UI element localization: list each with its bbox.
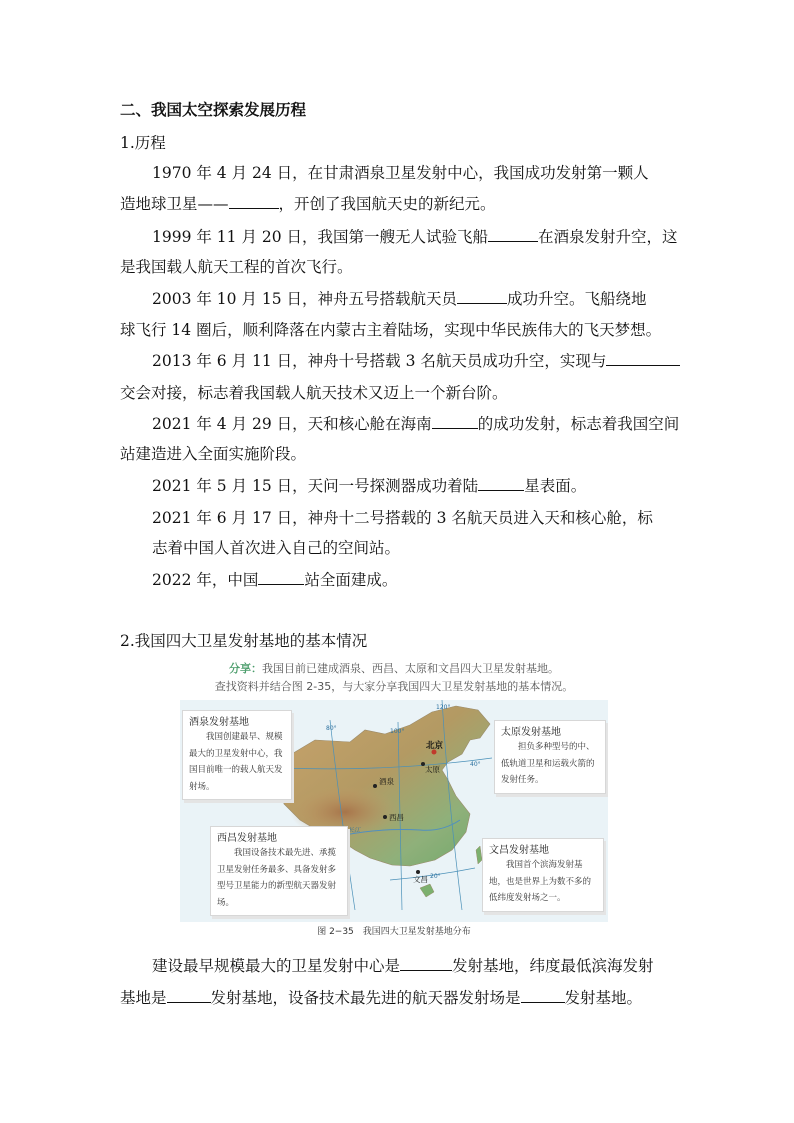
item-text: 中国	[227, 571, 259, 589]
jiuquan-marker	[373, 784, 377, 788]
item-text: 成功升空。飞船绕地	[507, 290, 647, 308]
question-text: 基地是	[120, 989, 167, 1007]
card-jiuquan	[182, 710, 292, 800]
history-item-1970	[152, 163, 649, 183]
history-item-2021-05	[152, 476, 586, 496]
share-label: 分享：	[229, 662, 262, 675]
item-text: 神舟十号搭载 3 名航天员成功升空，实现与	[307, 352, 607, 370]
item-text: 我国第一艘无人试验飞船	[317, 228, 489, 246]
history-item-2021-06-line2: 志着中国人首次进入自己的空间站。	[152, 539, 401, 557]
history-title: 1.历程	[120, 134, 166, 152]
fill-blank[interactable]	[478, 476, 524, 491]
fill-blank[interactable]	[400, 956, 452, 971]
item-date: 2003 年 10 月 15 日，	[152, 290, 318, 308]
item-text: 站全面建成。	[304, 571, 398, 589]
item-date: 2013 年 6 月 11 日，	[152, 352, 308, 370]
history-item-1999	[152, 227, 678, 247]
share-line-1	[180, 660, 608, 676]
card-title: 文昌发射基地	[489, 845, 549, 856]
history-item-1970-line2	[120, 194, 496, 214]
lat-20-label: 20°	[430, 873, 441, 880]
item-text: 在酒泉发射升空，这	[538, 228, 678, 246]
lon-120-label: 120°	[436, 704, 451, 711]
xichang-marker	[383, 815, 387, 819]
item-date: 1999 年 11 月 20 日，	[152, 228, 318, 246]
card-text: 我国创建最早、规模最大的卫星发射中心，我国目前唯一的载人航天发射场。	[189, 732, 283, 792]
question-text: 建设最早规模最大的卫星发射中心是	[152, 957, 401, 975]
card-text: 我国设备技术最先进、承揽卫星发射任务最多、具备发射多型号卫星能力的新型航天器发射场。	[217, 848, 337, 908]
share-text: 我国目前已建成酒泉、西昌、太原和文昌四大卫星发射基地。	[262, 662, 559, 675]
item-text: 星表面。	[524, 477, 587, 495]
figure-caption: 图 2−35 我国四大卫星发射基地分布	[317, 927, 471, 937]
item-date: 2021 年 6 月 17 日，	[152, 509, 308, 527]
fill-blank[interactable]	[258, 570, 304, 585]
history-item-2021-06	[152, 508, 653, 528]
xichang-label: 西昌	[389, 813, 404, 822]
taiyuan-label: 太原	[425, 765, 440, 774]
item-date: 2022 年，	[152, 571, 228, 589]
beijing-label: 北京	[426, 741, 444, 751]
lon-80-label: 80°	[326, 725, 337, 732]
history-item-2013-line2: 交会对接，标志着我国载人航天技术又迈上一个新台阶。	[120, 384, 508, 402]
history-item-2021-04-line2: 站建造进入全面实施阶段。	[120, 445, 307, 463]
launch-bases-figure	[180, 658, 608, 943]
item-text: 的成功发射，标志着我国空间	[477, 415, 680, 433]
fill-blank[interactable]	[432, 414, 478, 429]
history-item-2021-04	[152, 414, 679, 434]
history-item-1999-line2: 是我国载人航天工程的首次飞行。	[120, 258, 353, 276]
card-taiyuan	[494, 720, 606, 794]
question-text: 发射基地，纬度最低滨海发射	[452, 957, 654, 975]
item-text: 造地球卫星——	[120, 195, 229, 213]
card-xichang	[210, 826, 348, 916]
item-text: 神舟五号搭载航天员	[317, 290, 458, 308]
fill-blank[interactable]	[488, 227, 538, 242]
item-date: 2021 年 4 月 29 日，	[152, 415, 308, 433]
share-line-2: 查找资料并结合图 2-35，与大家分享我国四大卫星发射基地的基本情况。	[214, 680, 574, 693]
history-item-2003-line2: 球飞行 14 圈后，顺利降落在内蒙古主着陆场，实现中华民族伟大的飞天梦想。	[120, 321, 662, 339]
item-text: 神舟十二号搭载的 3 名航天员进入天和核心舱，标	[307, 509, 653, 527]
fill-blank[interactable]	[167, 988, 211, 1003]
wenchang-marker	[416, 870, 420, 874]
question-text: 发射基地，设备技术最先进的航天器发射场是	[210, 989, 521, 1007]
item-text: 在甘肃酒泉卫星发射中心，我国成功发射第一颗人	[307, 164, 649, 182]
question-text: 发射基地。	[564, 989, 643, 1007]
fill-blank[interactable]	[457, 289, 507, 304]
card-title: 西昌发射基地	[217, 833, 277, 844]
question-line-2	[120, 988, 642, 1008]
card-title: 太原发射基地	[501, 727, 561, 738]
lat-40-label: 40°	[470, 761, 481, 768]
lon-100-label: 100°	[390, 728, 405, 735]
item-text: 天和核心舱在海南	[307, 415, 432, 433]
section-title: 二、我国太空探索发展历程	[120, 101, 307, 119]
item-text: ，开创了我国航天史的新纪元。	[278, 195, 496, 213]
history-item-2013	[152, 351, 680, 371]
jiuquan-label: 酒泉	[379, 777, 394, 786]
card-text: 担负多种型号的中、低轨道卫星和运载火箭的发射任务。	[501, 742, 595, 785]
wenchang-label: 文昌	[413, 875, 428, 884]
fill-blank[interactable]	[606, 351, 680, 366]
card-text: 我国首个滨海发射基地，也是世界上为数不多的低纬度发射场之一。	[489, 860, 592, 903]
item-date: 2021 年 5 月 15 日，	[152, 477, 308, 495]
item-date: 1970 年 4 月 24 日，	[152, 164, 308, 182]
bases-title: 2.我国四大卫星发射基地的基本情况	[120, 632, 368, 650]
fill-blank[interactable]	[521, 988, 565, 1003]
card-wenchang	[482, 838, 604, 912]
history-item-2022	[152, 570, 397, 590]
card-title: 酒泉发射基地	[189, 717, 249, 728]
question-line-1	[152, 956, 654, 976]
history-item-2003	[152, 289, 647, 309]
river-label: 长江	[348, 827, 361, 834]
item-text: 天问一号探测器成功着陆	[307, 477, 479, 495]
fill-blank[interactable]	[229, 194, 279, 209]
